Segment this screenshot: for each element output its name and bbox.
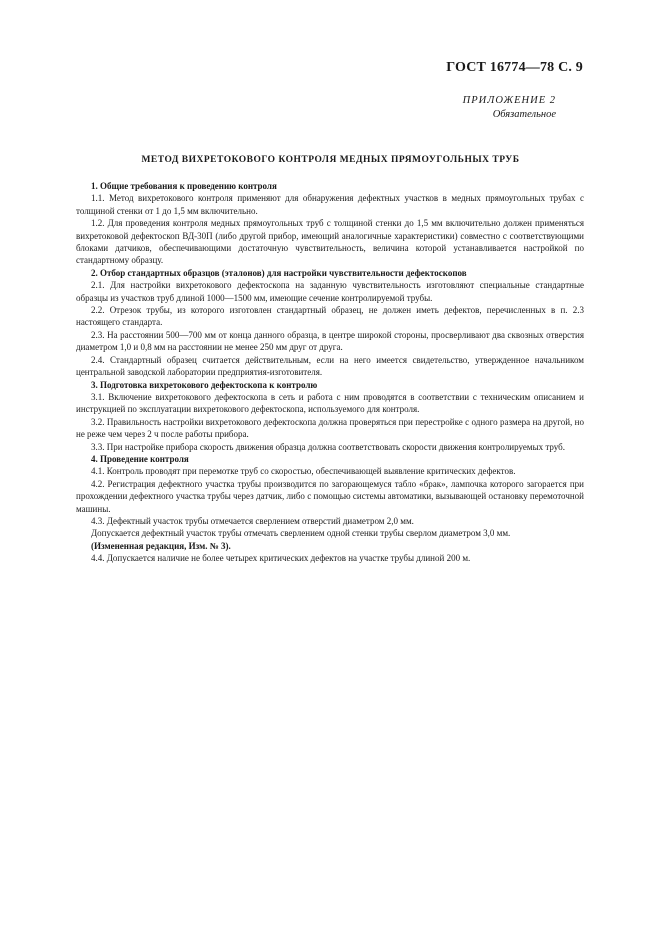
paragraph: 3.3. При настройке прибора скорость движения образца должна соответствовать скорости движения контролируемых труб.: [91, 441, 566, 452]
paragraph: 2.1. Для настройки вихретокового дефектоскопа на заданную чувствительность изготовляют специальные стандартные образцы из участков труб длиной 1000—1500 мм, имеющие сечение контролируемой трубы.: [76, 280, 584, 303]
document-body: [76, 180, 584, 565]
paragraph: 4.4. Допускается наличие не более четырех критических дефектов на участке трубы длиной 200 м.: [91, 553, 471, 564]
document-title: МЕТОД ВИХРЕТОКОВОГО КОНТРОЛЯ МЕДНЫХ ПРЯМОУГОЛЬНЫХ ТРУБ: [141, 155, 520, 165]
section-heading: 2. Отбор стандартных образцов (эталонов) для настройки чувствительности дефектоскопов: [91, 267, 467, 278]
paragraph: 2.3. На расстоянии 500—700 мм от конца данного образца, в центре широкой стороны, просверливают два сквозных отверстия диаметром 1,0 и 0,8 мм на расстоянии не менее 250 мм друг от друга.: [76, 329, 584, 353]
paragraph: 2.4. Стандартный образец считается действительным, если на него имеется свидетельство, утвержденное начальником центральной заводской лаборатории предприятия-изготовителя.: [76, 354, 584, 378]
section-heading: 4. Проведение контроля: [91, 453, 189, 464]
paragraph: 3.2. Правильность настройки вихретокового дефектоскопа должна проверяться при перестройке с одного размера на другой, но не реже чем через 2 ч после работы прибора.: [76, 416, 584, 440]
paragraph: Допускается дефектный участок трубы отмечать сверлением одной стенки трубы сверлом диаметром 3,0 мм.: [91, 528, 511, 539]
section-heading: 3. Подготовка вихретокового дефектоскопа к контролю: [91, 379, 318, 390]
paragraph: 4.2. Регистрация дефектного участка трубы производится по загорающемуся табло «брак», лампочка которого загорается при прохождении дефектного участка трубы через датчик, либо с помощью системы автоматики, вызывающей остановку перемоточной машины.: [76, 478, 584, 514]
amendment-note: (Измененная редакция, Изм. № 3).: [91, 540, 231, 551]
paragraph: 4.1. Контроль проводят при перемотке труб со скоростью, обеспечивающей выявление критических дефектов.: [91, 466, 516, 477]
paragraph: 2.2. Отрезок трубы, из которого изготовлен стандартный образец, не должен иметь дефектов, перечисленных в п. 2.3 настоящего стандарта.: [76, 305, 584, 328]
paragraph: 1.2. Для проведения контроля медных прямоугольных труб с толщиной стенки до 1,5 мм включительно должен применяться вихретоковой дефектоскоп ВД-30П (либо другой прибор, имеющий аналогичные характеристики) совместно с соответствующими блоками датчиков, обеспечивающими достаточную чувствительность, величина которой устанавливается настройкой по стандартному образцу.: [76, 218, 584, 266]
paragraph: 3.1. Включение вихретокового дефектоскопа в сеть и работа с ним проводятся в соответствии с техническим описанием и инструкцией по эксплуатации вихретокового дефектоскопа, используемого для контроля.: [76, 391, 584, 415]
appendix-label: ПРИЛОЖЕНИЕ 2: [462, 95, 556, 106]
document-reference: ГОСТ 16774—78 С. 9: [446, 60, 583, 75]
section-heading: 1. Общие требования к проведению контроля: [91, 181, 277, 191]
paragraph: 1.1. Метод вихретокового контроля применяют для обнаружения дефектных участков в медных прямоугольных трубах с толщиной стенки от 1 до 1,5 мм включительно.: [76, 193, 584, 216]
appendix-block: [463, 94, 556, 122]
paragraph: 4.3. Дефектный участок трубы отмечается сверлением отверстий диаметром 2,0 мм.: [91, 515, 414, 526]
appendix-status: Обязательное: [492, 109, 556, 120]
